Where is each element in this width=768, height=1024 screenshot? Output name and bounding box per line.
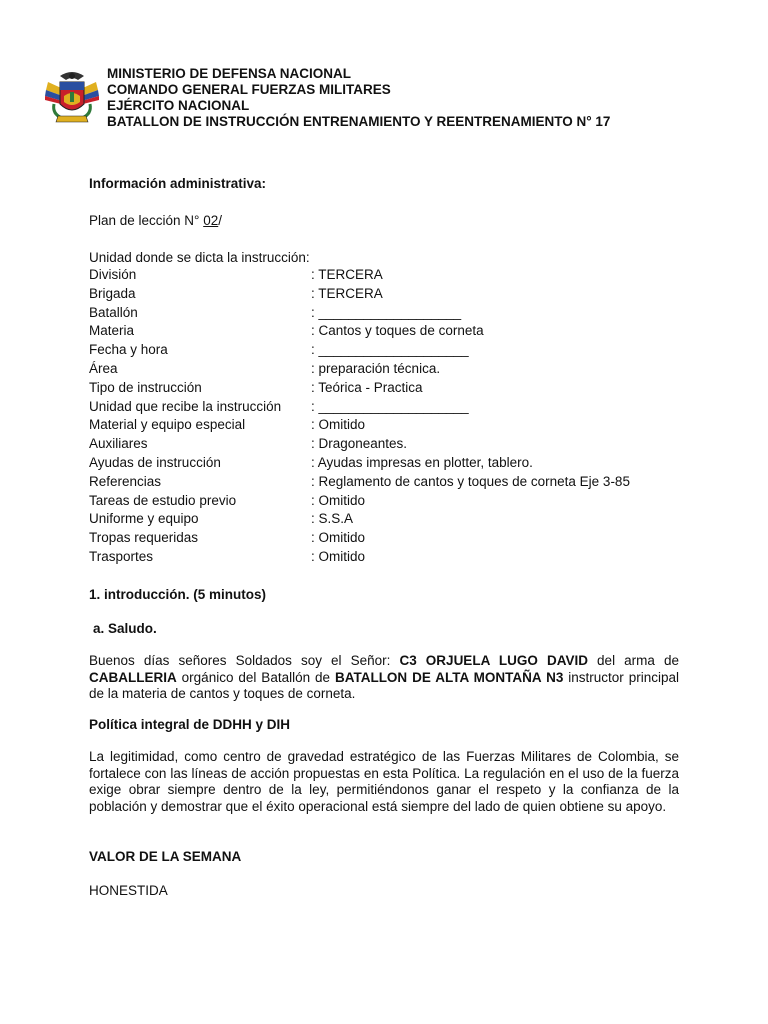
field-row [89,435,689,454]
field-value: : ____________________ [311,398,469,414]
field-row [89,398,689,417]
saludo-text-1: Buenos días señores Soldados soy el Señor: [89,653,400,668]
field-row [89,304,689,323]
valor-heading: VALOR DE LA SEMANA [89,849,242,864]
field-row [89,548,689,567]
saludo-heading: a. Saludo. [93,621,157,636]
field-row [89,360,689,379]
field-label: Tipo de instrucción [89,379,202,395]
field-row [89,341,689,360]
field-label: Uniforme y equipo [89,511,199,527]
plan-suffix: / [218,213,223,228]
fields-table [89,266,689,567]
field-row [89,473,689,492]
field-label: Fecha y hora [89,342,168,358]
field-row [89,379,689,398]
field-label: Referencias [89,473,162,489]
field-row [89,510,689,529]
field-value: : Cantos y toques de corneta [311,323,484,339]
field-value: : Reglamento de cantos y toques de corneta Eje 3-85 [311,473,630,489]
arm-name: CABALLERIA [89,669,177,685]
header-ministry: MINISTERIO DE DEFENSA NACIONAL [107,66,352,81]
field-value: : S.S.A [311,511,354,527]
field-label: División [89,267,137,282]
politica-paragraph: La legitimidad, como centro de gravedad estratégico de las Fuerzas Militares de Colombia, se fortalece con las líneas de acción propuestas en esta Política. La regulación en el uso de la fuerza exige obrar siempre dentro de la ley, permitiéndonos ganar el respeto y la confianza de la población y demostrar que el éxito operacional está siempre del lado de quien obtiene su apoyo. [89,749,679,814]
header-battalion: BATALLON DE INSTRUCCIÓN ENTRENAMIENTO Y REENTRENAMIENTO N° 17 [107,114,611,129]
saludo-text-3: orgánico del Batallón de [176,669,335,685]
field-label: Material y equipo especial [89,417,246,433]
field-value: : Teórica - Practica [311,379,423,395]
field-value: : preparación técnica. [311,360,441,376]
field-value: : Dragoneantes. [311,436,408,452]
field-value: : Omitido [311,417,366,433]
admin-title: Información administrativa: [89,176,267,191]
field-value: : Ayudas impresas en plotter, tablero. [311,454,533,470]
valor-text: HONESTIDA [89,883,168,898]
field-value: : Omitido [311,492,366,508]
instructor-name: C3 ORJUELA LUGO DAVID [399,653,588,668]
field-row [89,492,689,511]
saludo-text-2: del arma de [587,653,679,668]
field-label: Área [89,360,118,376]
field-row [89,266,689,285]
header-command: COMANDO GENERAL FUERZAS MILITARES [107,82,391,97]
field-label: Materia [89,323,135,339]
plan-number: 02 [203,213,219,228]
header-army: EJÉRCITO NACIONAL [107,98,250,113]
field-label: Unidad que recibe la instrucción [89,398,282,414]
field-label: Trasportes [89,548,154,564]
field-label: Tropas requeridas [89,530,199,546]
field-row [89,416,689,435]
saludo-text-4: instructor principal de la materia de cantos y toques de corneta. [89,669,679,701]
field-row [89,322,689,341]
field-label: Brigada [89,285,136,301]
field-row [89,285,689,304]
plan-prefix: Plan de lección N° [89,213,204,228]
field-value: : TERCERA [311,285,383,301]
field-label: Tareas de estudio previo [89,492,237,508]
field-row [89,529,689,548]
field-value: : Omitido [311,548,366,564]
field-label: Batallón [89,304,138,320]
field-value: : ____________________ [311,342,469,358]
field-value: : ___________________ [311,304,462,320]
field-value: : Omitido [311,530,366,546]
field-value: : TERCERA [311,267,383,282]
unit-intro: Unidad donde se dicta la instrucción: [89,250,310,265]
field-label: Ayudas de instrucción [89,454,221,470]
plan-line [89,213,222,228]
field-label: Auxiliares [89,436,148,452]
coat-of-arms-logo [44,68,100,128]
saludo-paragraph [89,653,679,703]
battalion-name: BATALLON DE ALTA MONTAÑA N3 [334,669,564,685]
politica-heading: Política integral de DDHH y DIH [89,717,291,732]
intro-heading: 1. introducción. (5 minutos) [89,587,267,602]
field-row [89,454,689,473]
